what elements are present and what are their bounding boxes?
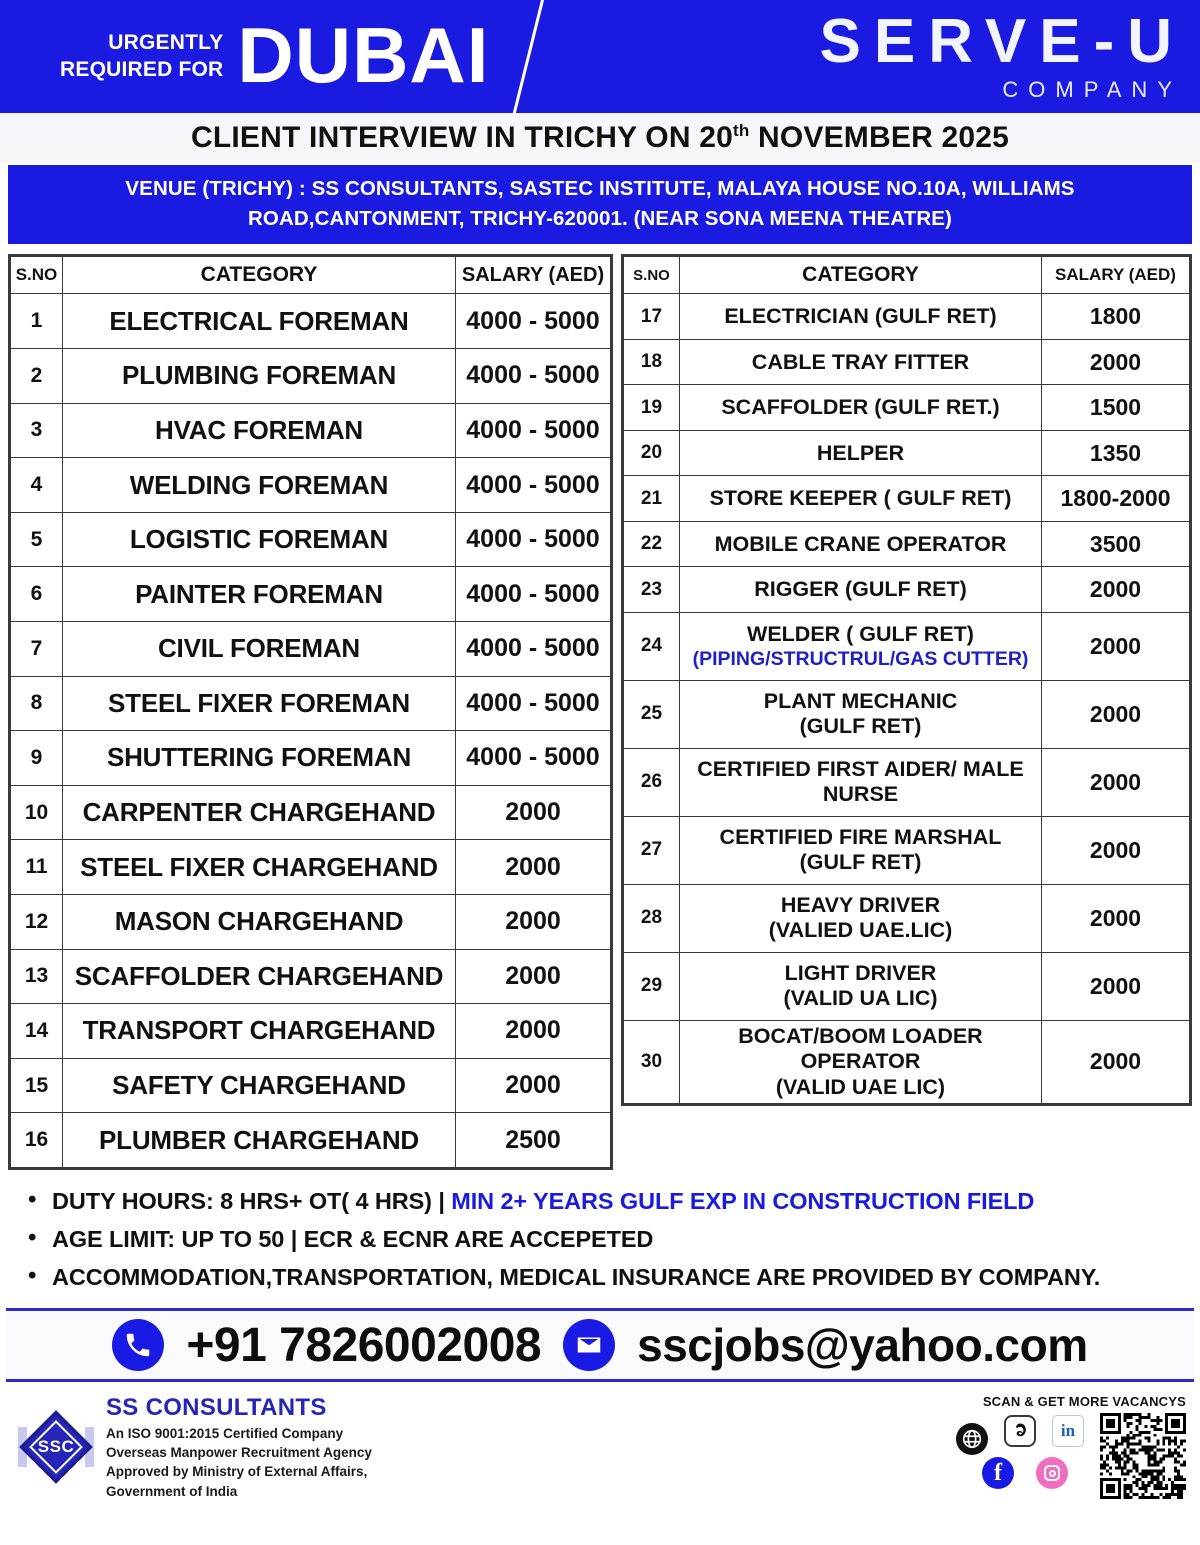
cell-sno: 7: [11, 622, 63, 677]
poster-header: [0, 0, 1200, 113]
cell-category-sub: (VALID UA LIC): [783, 986, 938, 1011]
linkedin-icon[interactable]: [1052, 1415, 1084, 1447]
scan-label: SCAN & GET MORE VACANCYS: [982, 1394, 1186, 1410]
cell-sno: 27: [624, 816, 680, 884]
cell-salary: 4000 - 5000: [456, 403, 611, 458]
cell-category: STEEL FIXER CHARGEHAND: [63, 840, 456, 895]
cell-category: CIVIL FOREMAN: [63, 622, 456, 677]
cell-sno: 2: [11, 349, 63, 404]
footer-right-block: [942, 1394, 1186, 1499]
condition-item: [26, 1258, 1178, 1296]
logo-monogram: SSC: [37, 1437, 75, 1457]
facebook-icon[interactable]: [982, 1457, 1014, 1489]
cell-category: PLANT MECHANIC (GULF RET): [680, 680, 1042, 748]
phone-icon: [112, 1319, 164, 1371]
table-row: [11, 840, 611, 895]
condition-highlight: MIN 2+ YEARS GULF EXP IN CONSTRUCTION FIELD: [451, 1187, 1035, 1214]
cell-sno: 11: [11, 840, 63, 895]
cell-sno: 30: [624, 1020, 680, 1103]
table-row: [11, 512, 611, 567]
cell-salary: 4000 - 5000: [456, 294, 611, 349]
cell-salary: 1800: [1042, 294, 1190, 340]
cell-sno: 24: [624, 612, 680, 680]
cell-category: ELECTRICAL FOREMAN: [63, 294, 456, 349]
cell-category: PAINTER FOREMAN: [63, 567, 456, 622]
envelope-icon: [563, 1319, 615, 1371]
cell-salary: 2000: [1042, 612, 1190, 680]
cell-category-sub: NURSE: [822, 782, 899, 807]
cell-sno: 4: [11, 458, 63, 513]
cell-salary: 2000: [1042, 748, 1190, 816]
facebook-label: f: [994, 1459, 1002, 1486]
cell-salary: 3500: [1042, 521, 1190, 567]
cell-category: LIGHT DRIVER (VALID UA LIC): [680, 952, 1042, 1020]
cell-category: WELDING FOREMAN: [63, 458, 456, 513]
cell-sno: 29: [624, 952, 680, 1020]
table-row: [11, 785, 611, 840]
country-title: DUBAI: [237, 10, 490, 99]
col-header-sno: S.NO: [11, 257, 63, 294]
venue-band: [8, 165, 1192, 244]
cell-sno: 18: [624, 339, 680, 385]
cell-salary: 4000 - 5000: [456, 731, 611, 786]
condition-item: [26, 1182, 1178, 1220]
header-left-group: [0, 0, 600, 113]
cell-category: SCAFFOLDER CHARGEHAND: [63, 949, 456, 1004]
condition-text: AGE LIMIT: UP TO 50 | ECR & ECNR ARE ACCEPETED: [52, 1226, 654, 1252]
cell-salary: 2000: [456, 1004, 611, 1059]
col-header-category: CATEGORY: [63, 257, 456, 294]
cell-category: SCAFFOLDER (GULF RET.): [680, 385, 1042, 431]
ssc-logo-icon: [18, 1409, 94, 1485]
cell-salary: 2500: [456, 1113, 611, 1168]
cell-salary: 4000 - 5000: [456, 512, 611, 567]
cell-category-sub: (VALIED UAE.LIC): [768, 918, 953, 943]
cell-sno: 25: [624, 680, 680, 748]
phone-number[interactable]: +91 7826002008: [186, 1318, 542, 1372]
cell-sno: 22: [624, 521, 680, 567]
table-row: [11, 1004, 611, 1059]
ordinal-suffix: th: [733, 121, 750, 140]
cell-sno: 19: [624, 385, 680, 431]
cell-salary: 2000: [456, 949, 611, 1004]
urgently-required-label: URGENTLY REQUIRED FOR: [60, 31, 224, 81]
cell-category-sub: (VALID UAE LIC): [775, 1074, 946, 1099]
cell-sno: 15: [11, 1058, 63, 1113]
cell-category: RIGGER (GULF RET): [680, 567, 1042, 613]
cell-salary: 2000: [1042, 680, 1190, 748]
cell-salary: 4000 - 5000: [456, 458, 611, 513]
condition-text: DUTY HOURS: 8 HRS+ OT( 4 HRS) |: [52, 1187, 452, 1214]
instagram-lens: [1049, 1470, 1056, 1477]
table-row: [624, 521, 1190, 567]
cell-sno: 21: [624, 476, 680, 522]
cell-category: ELECTRICIAN (GULF RET): [680, 294, 1042, 340]
table-row: [11, 1113, 611, 1168]
qr-code[interactable]: [1100, 1413, 1186, 1499]
table-row: [11, 731, 611, 786]
cell-sno: 1: [11, 294, 63, 349]
cell-salary: 2000: [456, 840, 611, 895]
cell-salary: 1800-2000: [1042, 476, 1190, 522]
cell-category: SHUTTERING FOREMAN: [63, 731, 456, 786]
cell-sno: 26: [624, 748, 680, 816]
table-row: [624, 816, 1190, 884]
cell-sno: 12: [11, 894, 63, 949]
cell-salary: 2000: [1042, 1020, 1190, 1103]
cell-category: CABLE TRAY FITTER: [680, 339, 1042, 385]
vacancy-tables: [0, 244, 1200, 1170]
cell-category-sub: (GULF RET): [799, 714, 922, 739]
condition-text: ACCOMMODATION,TRANSPORTATION, MEDICAL INSURANCE ARE PROVIDED BY COMPANY.: [52, 1264, 1101, 1291]
col-header-sno: S.NO: [624, 257, 680, 294]
linkedin-label: in: [1060, 1421, 1076, 1441]
col-header-category: CATEGORY: [680, 257, 1042, 294]
table-row: [11, 894, 611, 949]
venue-text: VENUE (TRICHY) : SS CONSULTANTS, SASTEC INSTITUTE, MALAYA HOUSE NO.10A, WILLIAMS ROAD,CANTONMENT, TRICHY-620001. (NEAR SONA MEENA THEATRE): [125, 177, 1075, 230]
cell-category: STORE KEEPER ( GULF RET): [680, 476, 1042, 522]
table-header-row: [624, 257, 1190, 294]
cell-salary: 4000 - 5000: [456, 676, 611, 731]
agency-details: [106, 1394, 372, 1501]
cell-category: STEEL FIXER FOREMAN: [63, 676, 456, 731]
table-row: [11, 403, 611, 458]
table-row: [624, 952, 1190, 1020]
cell-salary: 1350: [1042, 430, 1190, 476]
cell-sno: 5: [11, 512, 63, 567]
globe-icon[interactable]: [956, 1423, 988, 1455]
cell-category: HVAC FOREMAN: [63, 403, 456, 458]
table-row: [11, 622, 611, 677]
table-row: [624, 339, 1190, 385]
cell-salary: 4000 - 5000: [456, 567, 611, 622]
agency-credential-line: Overseas Manpower Recruitment Agency: [106, 1445, 372, 1461]
cell-category: MASON CHARGEHAND: [63, 894, 456, 949]
agency-name: SS CONSULTANTS: [106, 1394, 327, 1422]
client-company-name: SERVE-U: [819, 6, 1185, 76]
table-row: [624, 476, 1190, 522]
instagram-frame: [1044, 1465, 1060, 1481]
agency-credentials: [106, 1424, 372, 1501]
cell-category: BOCAT/BOOM LOADER OPERATOR (VALID UAE LIC): [680, 1020, 1042, 1103]
client-company-subtitle: COMPANY: [1002, 76, 1182, 102]
cell-salary: 2000: [1042, 339, 1190, 385]
header-right-group: [600, 0, 1200, 113]
vacancy-table-left: [8, 254, 613, 1170]
table-row: [11, 567, 611, 622]
instagram-icon[interactable]: [1036, 1457, 1068, 1489]
table-header-row: [11, 257, 611, 294]
cell-category: TRANSPORT CHARGEHAND: [63, 1004, 456, 1059]
cell-sno: 23: [624, 567, 680, 613]
condition-item: [26, 1220, 1178, 1258]
cell-sno: 16: [11, 1113, 63, 1168]
cell-salary: 4000 - 5000: [456, 622, 611, 677]
table-row: [624, 680, 1190, 748]
cell-salary: 4000 - 5000: [456, 349, 611, 404]
table-row: [624, 567, 1190, 613]
table-row: [624, 430, 1190, 476]
cell-salary: 1500: [1042, 385, 1190, 431]
cell-sno: 10: [11, 785, 63, 840]
table-row: [11, 294, 611, 349]
cell-category-sub: (PIPING/STRUCTRUL/GAS CUTTER): [692, 647, 1029, 670]
cell-category: MOBILE CRANE OPERATOR: [680, 521, 1042, 567]
table-row: [11, 1058, 611, 1113]
cell-salary: 2000: [1042, 884, 1190, 952]
footer-right-row: [942, 1413, 1186, 1499]
conditions-list: [0, 1170, 1200, 1296]
email-address[interactable]: sscjobs@yahoo.com: [637, 1319, 1088, 1372]
table-row: [11, 458, 611, 513]
cell-sno: 17: [624, 294, 680, 340]
table-row: [11, 949, 611, 1004]
cell-category: CARPENTER CHARGEHAND: [63, 785, 456, 840]
col-header-salary: SALARY (AED): [456, 257, 611, 294]
page-title: CLIENT INTERVIEW IN TRICHY ON 20th NOVEMBER 2025: [190, 121, 1010, 154]
cell-salary: 2000: [456, 894, 611, 949]
agency-credential-line: Government of India: [106, 1483, 238, 1499]
cell-category: HEAVY DRIVER (VALIED UAE.LIC): [680, 884, 1042, 952]
social-icons-group: [942, 1413, 1082, 1491]
table-row: [624, 748, 1190, 816]
cell-category: CERTIFIED FIRST AIDER/ MALE NURSE: [680, 748, 1042, 816]
cell-sno: 20: [624, 430, 680, 476]
cell-sno: 28: [624, 884, 680, 952]
cell-category: LOGISTIC FOREMAN: [63, 512, 456, 567]
cell-salary: 2000: [1042, 567, 1190, 613]
cell-sno: 3: [11, 403, 63, 458]
table-row: [624, 294, 1190, 340]
cell-salary: 2000: [1042, 952, 1190, 1020]
agency-logo-block: [18, 1394, 372, 1501]
cell-category-sub: OPERATOR: [800, 1049, 921, 1074]
col-header-salary: SALARY (AED): [1042, 257, 1190, 294]
cell-salary: 2000: [456, 785, 611, 840]
table-row: [11, 349, 611, 404]
cell-sno: 14: [11, 1004, 63, 1059]
table-row: [624, 884, 1190, 952]
cell-sno: 9: [11, 731, 63, 786]
cell-category: WELDER ( GULF RET) (PIPING/STRUCTRUL/GAS CUTTER): [680, 612, 1042, 680]
cell-sno: 13: [11, 949, 63, 1004]
cell-category: PLUMBING FOREMAN: [63, 349, 456, 404]
table-row: [624, 385, 1190, 431]
agency-credential-line: An ISO 9001:2015 Certified Company: [106, 1426, 344, 1442]
table-row: [11, 676, 611, 731]
threads-icon[interactable]: [1004, 1415, 1036, 1447]
cell-salary: 2000: [456, 1058, 611, 1113]
cell-salary: 2000: [1042, 816, 1190, 884]
cell-category: SAFETY CHARGEHAND: [63, 1058, 456, 1113]
cell-category: HELPER: [680, 430, 1042, 476]
interview-title-band: [0, 113, 1200, 163]
cell-category: CERTIFIED FIRE MARSHAL (GULF RET): [680, 816, 1042, 884]
poster-footer: [0, 1382, 1200, 1501]
table-row: [624, 1020, 1190, 1103]
cell-sno: 8: [11, 676, 63, 731]
contact-bar: [6, 1308, 1194, 1382]
cell-category-sub: (GULF RET): [799, 850, 922, 875]
agency-credential-line: Approved by Ministry of External Affairs,: [106, 1464, 368, 1480]
cell-category: PLUMBER CHARGEHAND: [63, 1113, 456, 1168]
table-row: [624, 612, 1190, 680]
cell-sno: 6: [11, 567, 63, 622]
vacancy-table-right: [621, 254, 1192, 1106]
